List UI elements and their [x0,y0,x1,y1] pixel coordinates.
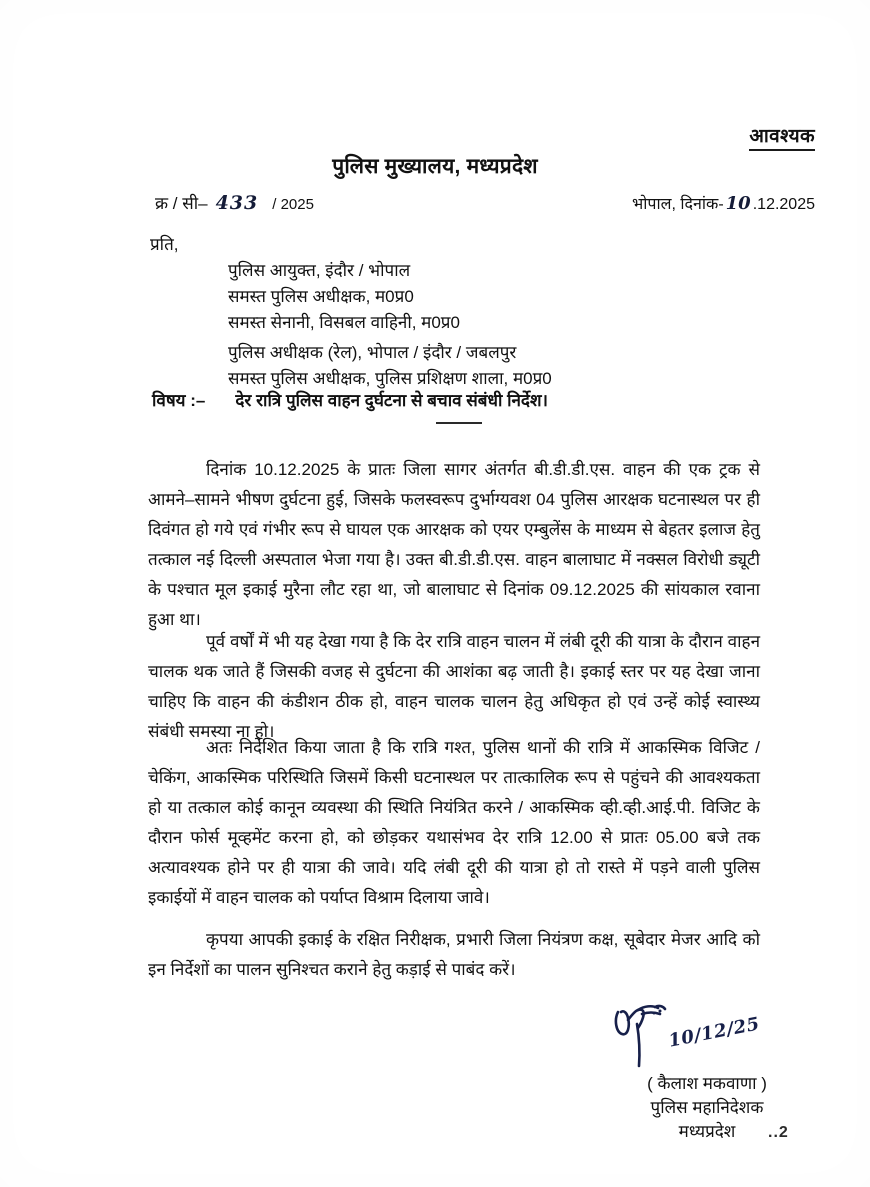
paragraph-block-3 [148,733,760,913]
signatory-designation: पुलिस महानिदेशक [650,1098,764,1118]
addressee-item: पुलिस अधीक्षक (रेल), भोपाल / इंदौर / जबलपुर [228,343,517,363]
urgent-stamp: आवश्यक [749,126,815,151]
addressee-item: समस्त पुलिस अधीक्षक, पुलिस प्रशिक्षण शाला, म0प्र0 [228,369,552,389]
addressee-item: पुलिस आयुक्त, इंदौर / भोपाल [228,261,411,280]
subject-underline-rule [436,422,482,424]
subject-label: विषय :– [152,391,206,410]
place-date-label: भोपाल, दिनांक- [632,196,724,213]
paragraph-block-1 [148,455,760,635]
date-month-year: .12.2025 [752,196,815,213]
reference-prefix-label: क्र / सी– [155,194,208,213]
office-title: पुलिस मुख्यालय, मध्यप्रदेश [332,155,538,178]
body-paragraph: कृपया आपकी इकाई के रक्षित निरीक्षक, प्रभारी जिला नियंत्रण कक्ष, सूबेदार मेजर आदि को इन निर्देशों का पालन सुनिश्चत कराने हेतु कड़ाई से पाबंद करें। [148,930,760,980]
signature-mark [560,1000,850,1072]
to-label: प्रति, [150,235,179,254]
reference-year: / 2025 [272,196,314,213]
place-date-group [632,192,815,214]
addressee-list [228,258,552,392]
signatory-name: ( कैलाश मकवाणा ) [647,1074,767,1093]
addressee-item: समस्त पुलिस अधीक्षक, म0प्र0 [228,286,414,306]
paragraph-block-2 [148,627,760,747]
signature-date-handwritten: 10/12/25 [666,1013,762,1052]
reference-number-handwritten: 433 [215,192,259,214]
reference-row [155,191,815,214]
body-paragraph: दिनांक 10.12.2025 के प्रातः जिला सागर अंतर्गत बी.डी.डी.एस. वाहन की एक ट्रक से आमने–सामने भीषण दुर्घटना हुई, जिसके फलस्वरूप दुर्भाग्यवश 04 पुलिस आरक्षक घटनास्थल पर ही दिवंगत हो गये एवं गंभीर रूप से घायल एक आरक्षक को एयर एम्बुलेंस के माध्यम से बेहतर इलाज हेतु तत्काल नई दिल्ली अस्पताल भेजा गया है। उक्त बी.डी.डी.एस. वाहन बालाघाट में नक्सल विरोधी ड्यूटी के पश्चात मूल इकाई मुरैना लौट रहा था, जो बालाघाट से दिनांक 09.12.2025 की सांयकाल रवाना हुआ था। [148,460,760,630]
body-paragraph: अतः निर्देशित किया जाता है कि रात्रि गश्त, पुलिस थानों की रात्रि में आकस्मिक विजिट / चेकिंग, आकस्मिक परिस्थिति जिसमें किसी घटनास्थल पर तात्कालिक रूप से पहुंचने की आवश्यकता हो या तत्काल कोई कानून व्यवस्था की स्थिति नियंत्रित करने / आकस्मिक व्ही.व्ही.आई.पी. विजिट के दौरान फोर्स मूव्हमेंट करना हो, को छोड़कर यथासंभव देर रात्रि 12.00 से प्रातः 05.00 बजे तक अत्यावश्यक होने पर ही यात्रा की जावे। यदि लंबी दूरी की यात्रा हो तो रास्ते में पड़ने वाली पुलिस इकाईयों में वाहन चालक को पर्याप्त विश्राम दिलाया जावे। [148,738,760,908]
urgent-stamp-wrapper [749,126,815,151]
subject-text: देर रात्रि पुलिस वाहन दुर्घटना से बचाव संबंधी निर्देश। [235,391,548,410]
addressee-item: समस्त सेनानी, विसबल वाहिनी, म0प्र0 [228,312,460,332]
subject-row [152,388,548,411]
page-continuation-marker: ..2 [768,1124,789,1141]
body-paragraph: पूर्व वर्षों में भी यह देखा गया है कि देर रात्रि वाहन चालन में लंबी दूरी की यात्रा के दौरान वाहन चालक थक जाते हैं जिसकी वजह से दुर्घटना की आशंका बढ़ जाती है। इकाई स्तर पर यह देखा जाना चाहिए कि वाहन की कंडीशन ठीक हो, वाहन चालक चालन हेतु अधिकृत हो एवं उन्हें कोई स्वास्थ्य संबंधी समस्या ना हो। [148,632,760,742]
date-day-handwritten: 10 [725,193,751,214]
signatory-state: मध्यप्रदेश [678,1122,736,1142]
reference-number-group [155,191,314,214]
signature-block [560,1000,850,1144]
paragraph-block-4 [148,925,760,985]
signatory-details [560,1072,850,1144]
